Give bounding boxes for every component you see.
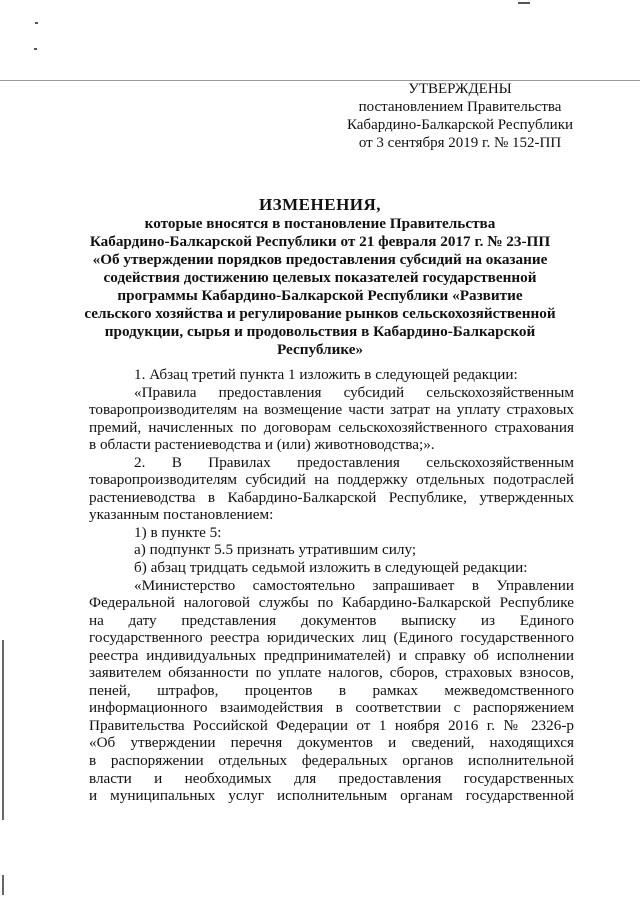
body-line: «Министерство самостоятельно запрашивает в Управлении [134,576,574,594]
document-body [89,366,574,805]
list-item: 1) в пункте 5: [134,523,222,541]
scan-speck [34,48,37,50]
approval-date: от 3 сентября 2019 г. № 152-ПП [358,135,562,151]
heading-line: Республике» [276,341,364,358]
scan-speck [518,2,530,4]
paragraph-2-lead: 2. В Правилах предоставления сельскохозяйственным [134,453,574,471]
approval-heading: УТВЕРЖДЕНЫ [408,81,512,97]
document-title: ИЗМЕНЕНИЯ, [258,195,382,214]
heading-line: Кабардино-Балкарской Республики от 21 февраля 2017 г. № 23-ПП [89,233,551,250]
body-line: пеней, штрафов, процентов в рамках межведомственного [89,681,574,699]
heading-line: содействия достижению целевых показателей государственной [103,269,537,286]
body-line: товаропроизводителям субсидий на поддержку отдельных подотраслей [89,471,574,489]
approval-line: Кабардино-Балкарской Республики [346,117,574,133]
scan-edge-mark [2,640,4,820]
approval-line: постановлением Правительства [358,99,562,115]
body-line: «Об утверждении перечня документов и сведений, находящихся [89,734,574,752]
scan-speck [35,22,38,24]
body-line: «Правила предоставления субсидий сельскохозяйственным [134,383,574,401]
body-line: растениеводства в Кабардино-Балкарской Республике, утвержденных [89,488,574,506]
paragraph-1-lead: 1. Абзац третий пункта 1 изложить в следующей редакции: [134,366,518,383]
list-item: б) абзац тридцать седьмой изложить в следующей редакции: [134,559,528,577]
body-line: заявителем обязанности по уплате налогов, сборов, страховых взносов, [89,664,574,682]
document-heading [80,196,560,359]
scan-edge-mark [2,875,4,895]
heading-line: которые вносятся в постановление Правительства [144,215,496,232]
body-line: реестра индивидуальных предпринимателей) и справку об исполнении [89,646,574,664]
body-line: информационного взаимодействия в соответствии с распоряжением [89,699,574,717]
heading-line: «Об утверждении порядков предоставления субсидий на оказание [92,251,548,268]
approval-stamp [340,80,580,152]
body-line: власти и необходимых для предоставления государственных [89,769,574,787]
heading-line: программы Кабардино-Балкарской Республики «Развитие [117,287,523,304]
body-line: в распоряжении отдельных федеральных органов исполнительной [89,752,574,770]
body-line: на дату представления документов выписку из Единого [89,611,574,629]
body-line: Федеральной налоговой службы по Кабардино-Балкарской Республике [89,594,574,612]
body-line: государственного реестра юридических лиц (Единого государственного [89,629,574,647]
list-item: а) подпункт 5.5 признать утратившим силу; [134,541,417,559]
body-line: Правительства Российской Федерации от 1 ноября 2016 г. № 2326-р [89,716,574,734]
body-line: товаропроизводителям на возмещение части затрат на уплату страховых [89,401,574,419]
body-line: и муниципальных услуг исполнительным органам государственной [89,787,574,805]
heading-line: продукции, сырья и продовольствия в Кабардино-Балкарской [104,323,536,340]
heading-line: сельского хозяйства и регулирование рынков сельскохозяйственной [84,305,556,322]
body-line: в области растениеводства и (или) животноводства;». [89,436,435,454]
body-line: указанным постановлением: [89,506,274,524]
body-line: премий, начисленных по договорам сельскохозяйственного страхования [89,418,574,436]
